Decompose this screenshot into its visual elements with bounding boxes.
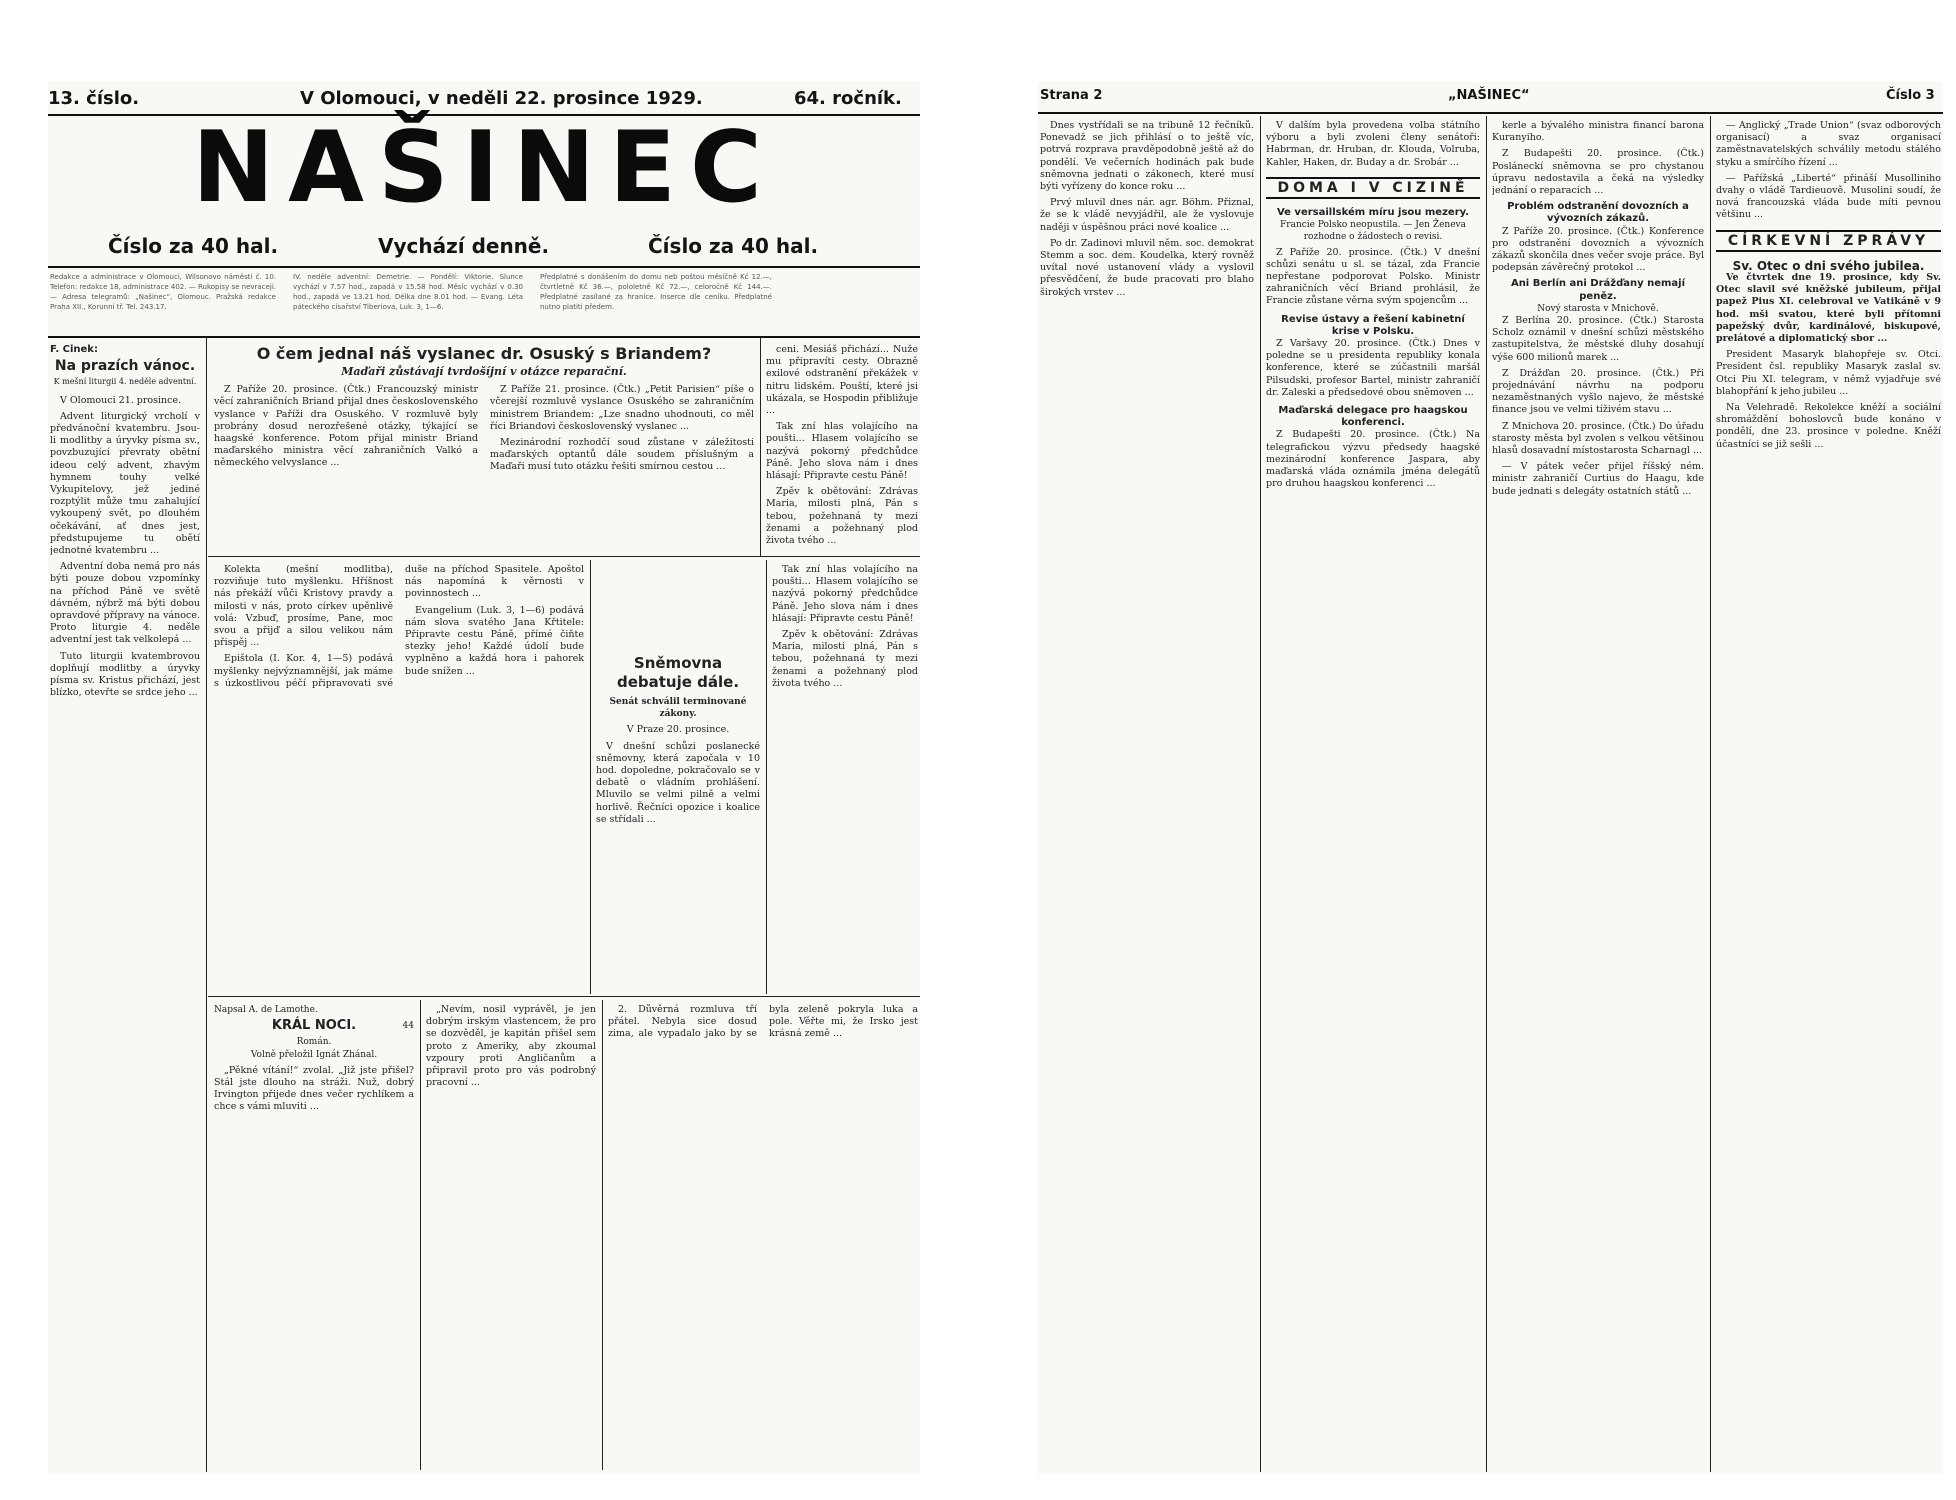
lead-subtitle: Maďaři zůstávají tvrdošíjní v otázce reparační. (341, 365, 627, 378)
divider (1038, 112, 1943, 114)
price-left: Číslo za 40 hal. (108, 234, 279, 258)
article-paragraph: Mezinárodní rozhodčí soud zůstane v záležitosti maďarských optantů dále soudem příslušným a Maďaři musí tuto otázku řešiti smírnou cestou ... (490, 437, 754, 473)
article-paragraph: Z Mnichova 20. prosince. (Čtk.) Do úřadu starosty města byl zvolen s velkou většinou hlasů dosavadní místostarosta Scharnagl ... (1492, 420, 1704, 457)
article-paragraph: „Nevím, nosil vyprávěl, je jen dobrým irským vlastencem, že pro se dozvěděl, je kapitán přišel sem proto z Ameriky, aby zkoumal vzpoury proti Angličanům a připravil proto pro vás podrobný pracovní ... (426, 1004, 596, 1089)
article-paragraph: Z Berlína 20. prosince. (Čtk.) Starosta Scholz oznámil v dnešní schůzi městského zastupitelstva, že městské dluhy dosahují výše 600 milionů marek ... (1492, 315, 1704, 363)
dateline: V Olomouci, v neděli 22. prosince 1929. (300, 88, 703, 109)
feuilleton-liturgy (214, 564, 584, 990)
article-paragraph: Tak zní hlas volajícího na poušti... Hlasem volajícího se nazývá pokorný předchůdce Páně. Jeho slova nám i dnes hlásají: Připravte cestu Páně! (766, 421, 918, 482)
article-paragraph: V dnešní schůzi poslanecké sněmovny, která započala v 10 hod. dopoledne, pokračovalo se v debatě o vládním prohlášení. Mluvilo se velmi pilně a velmi horlivě. Řečníci opozice i koalice se střídali ... (596, 740, 760, 825)
novel-translator: Volně přeložil Ignát Zhánal. (250, 1049, 378, 1060)
column-continued (772, 564, 918, 990)
article-paragraph: — Anglický „Trade Union“ (svaz odborových organisací) a svaz organisací zaměstnavatelských schválily metodu stálého styku a smírčího řízení ... (1716, 120, 1941, 168)
column-divider (1710, 116, 1711, 1472)
column-divider (420, 1000, 421, 1470)
article-paragraph: — V pátek večer přijel říšský ném. ministr zahraničí Curtius do Haagu, kde bude jednati s delegáty ostatních států ... (1492, 461, 1704, 497)
issue-number: 13. číslo. (48, 88, 140, 109)
novel-genre: Román. (296, 1037, 332, 1048)
column-divider (590, 560, 591, 994)
column-divider (206, 338, 207, 1472)
divider (48, 266, 920, 268)
front-page-header (48, 88, 920, 112)
lead-title: O čem jednal náš vyslanec dr. Osuský s Briandem? (256, 344, 712, 363)
divider (48, 336, 920, 338)
article-paragraph: Advent liturgický vrcholí v předvánoční kvatembru. Jsou-li modlitby a úryvky písma sv., povzbuzující převraty obětní ideou celý advent, zhavým hymnem touhy velké Vykupitelovy, jež jediné rozptýlit může tmu zahalující vykoupený svět, po dlouhém očekávání, ať dnes jest, předstupujeme tu obětí jednotné kvatembru ... (50, 410, 200, 557)
novel-author: Napsal A. de Lamothe. (214, 1005, 318, 1015)
price-right: Číslo za 40 hal. (648, 234, 819, 258)
column-divider (766, 560, 767, 994)
article-paragraph: „Pěkné vítání!“ zvolal. „Již jste přišel? Stál jste dlouho na stráži. Nuž, dobrý Irvington přijede dnes večer rychlíkem a chce s vámi mluviti ... (214, 1064, 414, 1113)
article-subtitle: Francie Polsko neopustila. — Jen Ženeva rozhodne o žádostech o revisi. (1280, 220, 1466, 243)
column-advent (50, 344, 200, 1468)
parliament-article (596, 564, 760, 990)
section-banner: DOMA I V CIZINĚ (1266, 177, 1480, 199)
article-author: F. Cinek: (50, 344, 98, 355)
article-title: Na prazích vánoc. (54, 358, 196, 375)
article-paragraph: Z Budapešti 20. prosince. (Čtk.) Na telegrafickou výzvu předsedy haagské mezinárodní konference Jaspara, aby maďarská vláda oznámila jména delegátů pro druhou haagskou konferenci ... (1266, 429, 1480, 490)
column-divider (602, 1000, 603, 1470)
article-title: Ve versaillském míru jsou mezery. (1276, 207, 1470, 219)
column-divider (760, 338, 761, 556)
novel-installment: 44 (402, 1021, 414, 1032)
article-paragraph: Z Paříže 20. prosince. (Čtk.) Francouzský ministr věcí zahraničních Briand přijal dnes československého vyslance v Paříži dra Osuského. V rozmluvě byly probrány dosud nerozřešené otázky, týkající se haagské konference. Potom přijal ministr Briand maďarského ministra věcí zahraničních Valkó a německého velvyslance ... (214, 384, 478, 469)
article-paragraph: — Pařížská „Liberté“ přináší Musolliniho dvahy o vládě Tardieuově. Musolini soudí, že nová francouzská vláda bude míti pevnou většinu ... (1716, 172, 1941, 221)
section-banner: CÍRKEVNÍ ZPRÁVY (1716, 230, 1941, 252)
novel-title: KRÁL NOCI. (271, 1018, 357, 1034)
column-parliament (1040, 120, 1254, 1470)
article-paragraph: Z Paříže 20. prosince. (Čtk.) Konference pro odstranění dovozních a vývozních zákazů skončila dnes večer svoje práce. Byl podepsán závěrečný protokol ... (1492, 225, 1704, 274)
article-paragraph: 2. Důvěrná rozmluva tří přátel. Nebyla sice dosud zima, ale vypadalo jako by se byla zeleně pokryla luka a pole. Věřte mi, že Irsko jest krásná země ... (608, 1004, 918, 1040)
article-paragraph: Dnes vystřídali se na tribuně 12 řečníků. Ponevadž se jich přihlásí o to ještě víc, potrvá rozprava pravděpodobně ještě až do pondělí. Ve večerních hodinách pak bude sněmovna jednati o zákonech, které musí býti vyřízeny do konce roku ... (1040, 120, 1254, 193)
article-title: Sv. Otec o dni svého jubilea. (1732, 258, 1925, 273)
daily-notice: Vychází denně. (378, 234, 550, 258)
column-church-news (1716, 120, 1941, 1470)
calendar-info: IV. neděle adventní: Demetrie. — Pondělí: Viktorie. Slunce vychází v 7.57 hod., zapadá v 15.58 hod. Měsíc vychází v 0.30 hod., zapadá ve 13.21 hod. Délka dne 8.01 hod. — Evang. Léta páteckého císařství Tiberiova, Luk. 3, 1—6. (293, 273, 523, 311)
article-paragraph: Tuto liturgii kvatembrovou doplňují modlitby a úryvky písma sv. Kristus přichází, jest blízko, otevřte se srdce jeho ... (50, 650, 200, 699)
article-paragraph: Kolekta (mešní modlitba), rozviňuje tuto myšlenku. Hříšnost nás překáží vůči Kristovy pravdy a milosti v nás, proto církev upěnlivě volá: Vzbuď, prosíme, Pane, moc svou a přijď a silou velikou nám přispěj ... (214, 564, 393, 649)
article-paragraph: kerle a bývalého ministra financí barona Kuranyiho. (1492, 120, 1704, 144)
article-paragraph: Na Velehradě. Rekolekce kněží a sociální shromáždění bohoslovců bude konáno v pondělí, dne 23. prosince v poledne. Kněží účastníci se již sešli ... (1716, 402, 1941, 450)
article-title: Ani Berlín ani Drážďany nemají peněz. (1510, 278, 1686, 302)
article-subtitle: K mešní liturgii 4. neděle adventní. (53, 377, 197, 387)
article-title: Maďarská delegace pro haagskou konferenci. (1278, 405, 1468, 429)
second-page-header (1038, 88, 1943, 112)
article-paragraph: Z Budapešti 20. prosince. (Čtk.) Posláneckí sněmovna se pro chystanou úpravu nedostavila a čeká na výsledky jednání o reparacích ... (1492, 148, 1704, 197)
article-subtitle: Nový starosta v Mnichově. (1537, 303, 1659, 314)
section-divider (208, 556, 920, 557)
article-paragraph: Adventní doba nemá pro nás býti pouze dobou vzpomínky na příchod Páně ve světě dávném, nýbrž má býti dobou opravdové přípravy na vánoce. Proto liturgie 4. neděle adventní jest tak velkolepá ... (50, 561, 200, 646)
column-divider (1260, 116, 1261, 1472)
article-subtitle: Senát schválil terminované zákony. (609, 697, 747, 720)
subscription-info: Předplatné s donášením do domu neb poštou měsíčně Kč 12.—, čtvrtletně Kč 36.—, pololetně Kč 72.—, celoročně Kč 144.—. Předplatné zasílané za hranice. Inserce dle ceníku. Předplatné nutno platiti předem. (540, 273, 772, 311)
article-paragraph: Prvý mluvil dnes nár. agr. Böhm. Přiznal, že se k vládě nevyjádřil, ale že vyslovuje naději v úspěšnou práci nové koalice ... (1040, 197, 1254, 233)
article-paragraph: Z Paříže 21. prosince. (Čtk.) „Petit Parisien“ píše o včerejší rozmluvě vyslance Osuského se zahraničním ministrem Briandem: „Lze snadno uhodnouti, co měl říci Briandovi československý vyslanec ... (490, 384, 754, 432)
page-label: Strana 2 (1040, 88, 1103, 103)
column-foreign-news (1492, 120, 1704, 1470)
serial-novel (214, 1004, 414, 1466)
article-title: Sněmovna debatuje dále. (616, 654, 740, 691)
masthead: NAŠINEC (192, 111, 776, 225)
article-paragraph: Po dr. Zadinovi mluvil něm. soc. demokrat Stemm a soc. dem. Koudelka, který rovněž uvítal nové ustanovení vlády a vyslovil přesvědčení, že bude pracovati pro blaho širokých vrstev ... (1040, 237, 1254, 298)
article-paragraph: Z Paříže 20. prosince. (Čtk.) V dnešní schůzi senátu u sl. se tázal, zda Francie nepřestane podporovat Polsko. Ministr zahraničních věcí Briand prohlásil, že Francie zůstane věrna svým spojencům ... (1266, 246, 1480, 307)
front-page (48, 82, 920, 1474)
article-paragraph: Zpěv k obětování: Zdrávas Maria, milosti plná, Pán s tebou, požehnaná ty mezi ženami a požehnaný plod života tvého ... (766, 486, 918, 547)
article-dateline: V Praze 20. prosince. (626, 724, 730, 736)
issue-reference: Číslo 3 (1886, 88, 1935, 103)
column-divider (1486, 116, 1487, 1472)
article-title: Revise ústavy a řešení kabinetní krise v Polsku. (1281, 313, 1465, 337)
article-paragraph: Ve čtvrtek dne 19. prosince, kdy Sv. Otec slavil své kněžské jubileum, přijal papež Pius XI. celebroval ve Vatikáně v 9 hod. mši svatou, které byli přítomni papežský dvůr, kardinálové, biskupové, prelátové a diplomatický sbor ... (1716, 272, 1941, 345)
column-continued (766, 344, 918, 550)
article-paragraph: Epištola (I. Kor. 4, 1—5) podává myšlenky nejvýznamnější, jak máme s úzkostlivou péčí připravovati své duše na příchod Spasitele. Apoštol nás napomíná k věrnosti v povinnostech ... (214, 564, 584, 689)
article-paragraph: ceni. Mesiáš přichází... Nuže mu připravíti cesty. Obrazně exilové odstranění překážek v nitru lidském. Pouští, které jsi ukázala, se Hospodin přibližuje ... (766, 344, 918, 417)
publisher-info: Redakce a administrace v Olomouci, Wilsonovo náměstí č. 10. Telefon: redakce 18, administrace 402. — Rukopisy se nevracejí. — Adresa telegramů: „Našinec“, Olomouc. Pražská redakce Praha XII., Korunní tř. Tel. 243.17. (50, 273, 276, 311)
section-divider (208, 996, 920, 997)
article-paragraph: Evangelium (Luk. 3, 1—6) podává nám slova svatého Jana Křtitele: Připravte cestu Páně, přímé čiňte stezky jeho! Každé údolí bude vyplněno a každá hora i pahorek bude snížen ... (405, 604, 584, 677)
article-paragraph: Zpěv k obětování: Zdrávas Maria, milosti plná, Pán s tebou, požehnaná ty mezi ženami a požehnaný plod života tvého ... (772, 629, 918, 689)
article-paragraph: Tak zní hlas volajícího na poušti... Hlasem volajícího se nazývá pokorný předchůdce Páně. Jeho slova nám i dnes hlásají: Připravte cestu Páně! (772, 564, 918, 624)
lead-article (214, 344, 754, 550)
article-dateline: V Olomouci 21. prosince. (60, 394, 182, 406)
running-title: „NAŠINEC“ (1448, 88, 1530, 103)
serial-novel-chapter (608, 1004, 918, 1466)
article-paragraph: President Masaryk blahopřeje sv. Otci. President čsl. republiky Masaryk zaslal sv. Otci Piu XI. telegram, v němž vyjadřuje své blahopřání k jeho jubileu ... (1716, 349, 1941, 397)
article-title: Problém odstranění dovozních a vývozních zákazů. (1507, 201, 1689, 225)
serial-novel-continued (426, 1004, 596, 1466)
article-paragraph: Z Drážďan 20. prosince. (Čtk.) Při projednávání návrhu na podporu nezaměstnaných vyšlo najevo, že městské finance jsou ve velmi tíživém stavu ... (1492, 367, 1704, 416)
article-paragraph: Z Varšavy 20. prosince. (Čtk.) Dnes v poledne se u presidenta republiky konala konference, které se zúčastnili maršál Pilsudski, profesor Bartel, ministr zahraničí dr. Zaleski a předsedové obou sněmoven ... (1266, 338, 1480, 398)
volume: 64. ročník. (794, 88, 902, 109)
second-page (1038, 82, 1943, 1474)
article-paragraph: V dalším byla provedena volba státního výboru a byli zvoleni členy senátoři: Habrman, dr. Hruban, dr. Klouda, Volruba, Kahler, Haken, dr. Buday a dr. Srobár ... (1266, 120, 1480, 168)
column-home-abroad (1266, 120, 1480, 1470)
